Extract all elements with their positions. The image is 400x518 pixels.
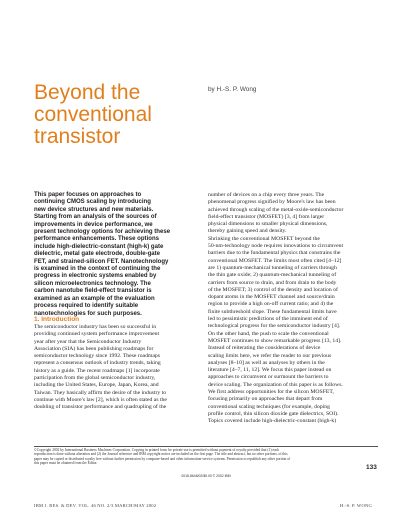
footnote-line: this paper must be obtained from the Editor. [34,461,98,466]
body-line: providing continued system performance improvement [34,331,160,338]
title-line: transistor [34,125,121,148]
body-line: device scaling. The organization of this paper is as follows. [208,381,343,388]
body-line: Topics covered include high-dielectric-constant (high-k) [208,418,337,425]
body-line: Taiwan. They basically affirm the desire of the industry to [34,389,167,396]
body-line: Shrinking the conventional MOSFET beyond the [208,235,320,242]
body-line: We first address opportunities for the silicon MOSFET, [208,389,334,396]
body-line: number of devices on a chip every three years. The [208,192,325,198]
body-line: barriers due to the fundamental physics that constrains the [208,250,341,257]
body-line: conventional MOSFET. The limits most often cited [4–12] [208,257,342,264]
abstract-line: improvements in device performance, we [34,221,153,228]
abstract-line: new device structures and new materials. [34,206,154,213]
body-line: literature [4–7, 11, 12]. We focus this paper instead on [208,367,332,374]
body-line: Instead of reiterating the considerations of device [208,345,321,352]
body-column-right [208,192,378,426]
article-title [34,82,204,148]
body-line: the thin gate oxide; 2) quantum-mechanical tunneling of [208,272,337,279]
abstract-line: is examined in the context of continuing the [34,266,161,273]
body-line: continue with Moore's law [2], which is often stated as the [34,396,167,403]
abstract [34,192,204,318]
abstract-line: silicon microelectronics technology. The [34,280,151,287]
body-line: phenomenal progress signified by Moore's law has been [208,199,336,206]
body-line: dopant atoms in the MOSFET channel and source/drain [208,294,335,301]
doi-line: 0018-8646/02/$5.00 © 2002 IBM [181,474,231,478]
abstract-line: nanotechnologies for such purposes. [34,310,142,317]
body-line: MOSFET continues to show remarkable progress [13, 14]. [208,337,342,344]
abstract-line: examined as an example of the evaluation [34,295,155,302]
footnote-line: ©Copyright 2002 by International Business Machines Corporation. Copying in printed form for private use is permitted without payment of royalty provided that (1) each [34,448,280,452]
body-line: history as a guide. The recent roadmaps [1] incorporate [34,367,160,374]
body-line: profile control, thin silicon dioxide gate dielectrics, SOI). [208,410,339,417]
body-line: semiconductor technology since 1992. These roadmaps [34,353,160,360]
body-line: finite subthreshold slope. These fundamental limits have [208,308,337,315]
body-line: region to provide a high on-off current ratio; and 4) the [208,301,334,308]
abstract-line: This paper focuses on approaches to [34,192,142,198]
body-line: including the United States, Europe, Japan, Korea, and [34,382,159,389]
abstract-line: carbon nanotube field-effect transistor is [34,288,152,295]
section-heading: 1. Introduction [34,316,80,323]
body-line: physical dimensions to smaller physical dimensions, [208,221,328,228]
body-line: are 1) quantum-mechanical tunneling of carriers through [208,264,337,271]
footnote-line: paper may be copied or distributed royalty free without further permission by computer-based and other information-service systems. Permission to republish any other portion of [34,456,291,461]
body-line: year after year that the Semiconductor Industry [34,338,142,345]
abstract-line: FET, and strained-silicon FET. Nanotechnology [34,258,169,265]
abstract-line: process required to identify suitable [34,303,139,310]
footnote-line: reproduction is done without alteration and (2) the Journal reference and IBM copyright notice are included on the first page. The title and abstract, but no other portions, of this [34,452,288,457]
abstract-line: include high-dielectric-constant (high-k) gate [34,243,164,250]
body-line: The semiconductor industry has been so successful in [34,324,157,330]
body-line: thereby gaining speed and density. [208,228,287,235]
abstract-line: present technology options for achieving these [34,229,171,236]
body-line: technological progress for the semiconductor industry [4]. [208,323,341,330]
footnote-divider [34,446,378,447]
body-line: focusing primarily on approaches that depart from [208,396,323,403]
body-line: analyses [8–10] as well as analyses by others in the [208,359,325,366]
body-line: participation from the global semiconductor industry, [34,375,156,382]
abstract-line: dielectric, metal gate electrode, double-gate [34,251,161,258]
abstract-line: progress in electronic systems enabled by [34,273,157,280]
body-line: doubling of transistor performance and quadrupling of the [34,404,167,411]
author-footer: H.-S. P. WONG [340,503,372,508]
journal-footer: IBM J. RES. & DEV. VOL. 46 NO. 2/3 MARCH/MAY 2002 [34,503,157,508]
body-line: achieved through scaling of the metal-oxide-semiconductor [208,206,344,213]
body-line: Association (SIA) has been publishing roadmaps for [34,345,154,352]
body-line: field-effect transistor (MOSFET) [3, 4] from larger [208,213,325,220]
body-line: of the MOSFET; 3) control of the density and location of [208,286,338,293]
body-line: On the other hand, the push to scale the conventional [208,330,329,337]
copyright-footnote [34,448,378,466]
body-line: represent a consensus outlook of industry trends, taking [34,360,161,367]
author-byline: by H.-S. P. Wong [208,86,257,93]
abstract-line: Starting from an analysis of the sources of [34,214,157,221]
body-line: conventional scaling techniques (for example, doping [208,403,330,410]
body-line: led to pessimistic predictions of the imminent end of [208,316,328,323]
body-line: carriers from source to drain, and from drain to the body [208,279,337,286]
body-line: scaling limits here, we refer the reader to our previous [208,352,332,359]
title-line: Beyond the [34,81,141,104]
body-line: 50-nm-technology node requires innovations to circumvent [208,243,344,250]
body-line: approaches to circumvent or surmount the barriers to [208,374,329,381]
abstract-line: performance enhancements. These options [34,236,160,243]
abstract-line: continuing CMOS scaling by introducing [34,199,151,206]
page-number: 133 [366,464,377,471]
body-column-left [34,324,204,412]
title-line: conventional [34,103,152,126]
